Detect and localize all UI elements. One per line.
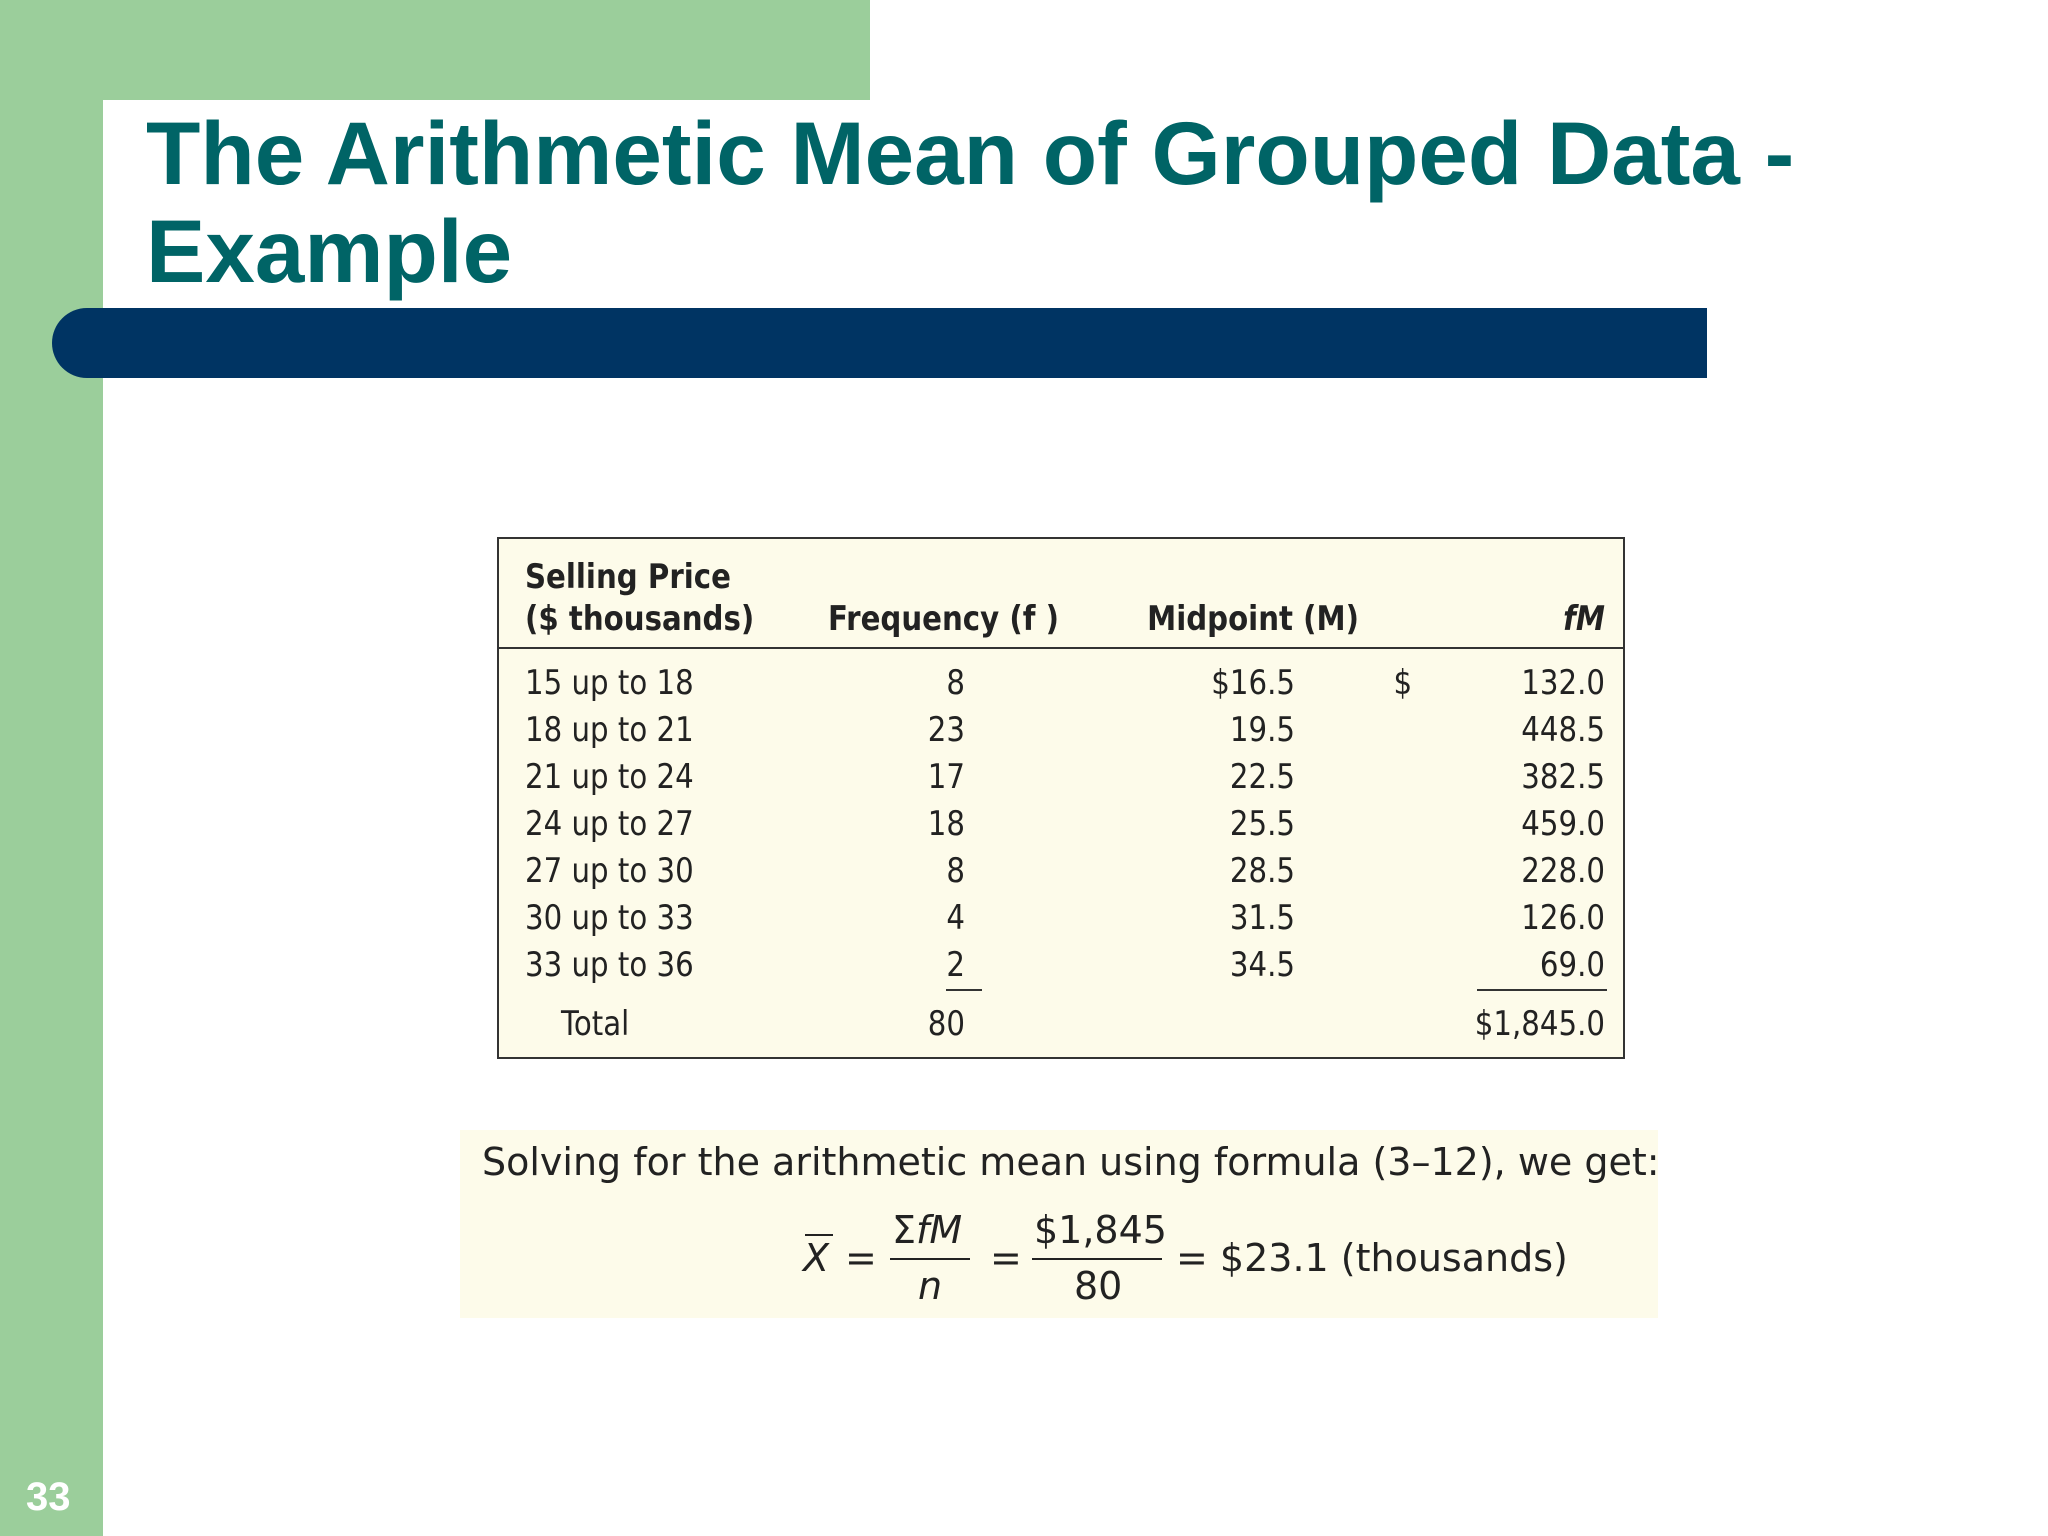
fraction-bar-symbolic (890, 1258, 970, 1260)
top-accent-bar (0, 0, 870, 100)
header-midpoint: Midpoint (M) (1147, 599, 1359, 639)
table-row (499, 757, 1623, 804)
table-row (499, 898, 1623, 945)
row-range: 24 up to 27 (525, 804, 694, 844)
row-fm: 228.0 (1521, 851, 1605, 891)
header-fm: fM (1563, 599, 1605, 639)
row-frequency: 17 (927, 757, 965, 797)
row-midpoint: 28.5 (1229, 851, 1295, 891)
formula-denominator-value: 80 (1074, 1264, 1123, 1308)
formula-denominator-symbolic: n (918, 1264, 943, 1308)
row-fm: 382.5 (1521, 757, 1605, 797)
row-fm (1393, 663, 1605, 703)
row-midpoint: $16.5 (1211, 663, 1295, 703)
row-midpoint: 31.5 (1229, 898, 1295, 938)
table-total-row (499, 1004, 1623, 1051)
sigma-symbol: Σ (892, 1208, 917, 1252)
table-row (499, 851, 1623, 898)
slide-number: 33 (26, 1475, 71, 1519)
slide-title-line-2: Example (146, 201, 513, 301)
row-midpoint: 22.5 (1229, 757, 1295, 797)
row-frequency: 4 (946, 898, 965, 938)
row-range: 21 up to 24 (525, 757, 694, 797)
row-fm: 126.0 (1521, 898, 1605, 938)
total-label: Total (561, 1004, 630, 1044)
row-midpoint: 19.5 (1229, 710, 1295, 750)
row-range: 18 up to 21 (525, 710, 694, 750)
row-range: 33 up to 36 (525, 945, 694, 985)
row-fm-prefix: $ (1393, 663, 1413, 703)
row-range: 30 up to 33 (525, 898, 694, 938)
slide-title-line-1: The Arithmetic Mean of Grouped Data - (146, 103, 1795, 203)
row-frequency: 2 (946, 945, 965, 985)
row-midpoint: 34.5 (1229, 945, 1295, 985)
row-frequency: 8 (946, 663, 965, 703)
frequency-table (497, 537, 1625, 1059)
fm-symbol: fM (916, 1208, 963, 1252)
table-row (499, 663, 1623, 710)
row-range: 27 up to 30 (525, 851, 694, 891)
left-accent-bar (0, 0, 103, 1536)
total-fm: $1,845.0 (1474, 1004, 1605, 1044)
header-thousands: ($ thousands) (525, 599, 755, 639)
row-midpoint: 25.5 (1229, 804, 1295, 844)
row-fm: 448.5 (1521, 710, 1605, 750)
formula-box (460, 1130, 1658, 1318)
formula-equals: = (990, 1236, 1022, 1280)
fm-sum-rule (1477, 989, 1607, 991)
formula-numerator-value: $1,845 (1034, 1208, 1167, 1252)
fraction-bar-value (1032, 1258, 1162, 1260)
formula-equals: = (845, 1236, 877, 1280)
header-selling-price: Selling Price (525, 557, 731, 597)
mean-bar (805, 1234, 833, 1236)
row-frequency: 23 (927, 710, 965, 750)
formula-numerator-symbolic (892, 1208, 962, 1252)
frequency-sum-rule (946, 989, 982, 991)
row-frequency: 18 (927, 804, 965, 844)
total-frequency: 80 (927, 1004, 965, 1044)
title-underline-bar (52, 308, 1707, 378)
table-header (499, 539, 1623, 649)
header-frequency: Frequency (f ) (828, 599, 1059, 639)
row-range: 15 up to 18 (525, 663, 694, 703)
row-fm: 459.0 (1521, 804, 1605, 844)
table-row (499, 804, 1623, 851)
formula-result: = $23.1 (thousands) (1176, 1236, 1568, 1280)
formula-intro: Solving for the arithmetic mean using formula (3–12), we get: (482, 1140, 1660, 1184)
slide-title (146, 104, 1946, 300)
table-row (499, 945, 1623, 992)
table-row (499, 710, 1623, 757)
row-fm: 69.0 (1539, 945, 1605, 985)
row-fm-value: 132.0 (1521, 663, 1605, 703)
row-frequency: 8 (946, 851, 965, 891)
formula-mean-symbol: X (803, 1236, 830, 1280)
